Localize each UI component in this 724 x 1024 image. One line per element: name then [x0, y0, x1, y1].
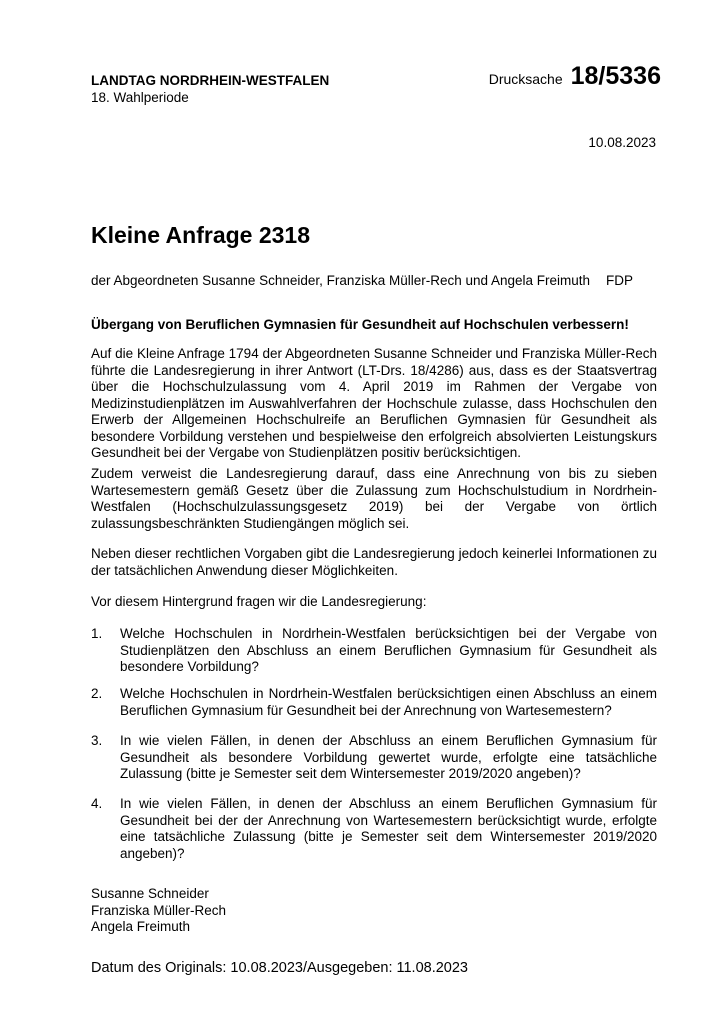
authors-line	[91, 273, 633, 288]
paragraph-intro: Auf die Kleine Anfrage 1794 der Abgeordneten Susanne Schneider und Franziska Müller-Rech führte die Landesregierung in ihrer Antwort (LT-Drs. 18/4286) aus, dass es der Staatsvertrag über die Hochschulzulassung vom 4. April 2019 im Rahmen der Vergabe von Medizinstudienplätzen im Auswahlverfahren der Hochschule zulasse, dass Hochschulen den Erwerb der Allgemeinen Hochschulreife an Beruflichen Gymnasien für Gesundheit als besondere Vorbildung verstehen und bespielweise den erfolgreich absolvierten Leistungskurs Gesundheit bei der Vergabe von Studienplätzen positiv berücksichtigen.	[91, 346, 657, 460]
election-period: 18. Wahlperiode	[91, 90, 189, 105]
signatory-name: Franziska Müller-Rech	[91, 902, 227, 918]
publication-dates-footer: Datum des Originals: 10.08.2023/Ausgegeben: 11.08.2023	[91, 960, 468, 976]
question-number: 3.	[91, 733, 103, 748]
question-number: 2.	[91, 686, 103, 701]
question-text: In wie vielen Fällen, in denen der Abschluss an einem Beruflichen Gymnasium für Gesundheit bei der der Anrechnung von Wartesemestern berücksichtigt wurde, erfolgte eine tatsächliche Zulassung (bitte je Semester seit dem Wintersemester 2019/2020 angeben)?	[120, 796, 657, 861]
subject-heading: Übergang von Beruflichen Gymnasien für Gesundheit auf Hochschulen verbessern!	[91, 317, 629, 332]
document-label: Drucksache	[488, 71, 563, 87]
paragraph-waiting-semesters: Zudem verweist die Landesregierung darauf, dass eine Anrechnung von bis zu sieben Wartesemestern gemäß Gesetz über die Zulassung zum Hochschulstudium in Nordrhein-Westfalen (Hochschulzulassungsgesetz 2019) bei der Vergabe von örtlich zulassungsbeschränkten Studiengängen möglich sei.	[91, 466, 657, 531]
document-date: 10.08.2023	[588, 135, 656, 150]
question-item	[91, 686, 657, 719]
document-number: 18/5336	[570, 62, 661, 90]
question-text: Welche Hochschulen in Nordrhein-Westfalen berücksichtigen einen Abschluss an einem Beruflichen Gymnasium für Gesundheit bei der Anrechnung von Wartesemestern?	[120, 686, 657, 718]
document-number-block	[489, 62, 661, 91]
question-item	[91, 626, 657, 676]
question-item	[91, 796, 657, 862]
header-institution-block	[91, 72, 329, 106]
party-label: FDP	[606, 273, 634, 288]
question-text: Welche Hochschulen in Nordrhein-Westfalen berücksichtigen bei der Vergabe von Studienplätzen den Abschluss an einem Beruflichen Gymnasium für Gesundheit als besondere Vorbildung?	[120, 626, 657, 674]
institution-name: LANDTAG NORDRHEIN-WESTFALEN	[91, 73, 330, 88]
paragraph-lack-of-information: Neben dieser rechtlichen Vorgaben gibt die Landesregierung jedoch keinerlei Informationen zu der tatsächlichen Anwendung dieser Möglichkeiten.	[91, 546, 657, 578]
question-number: 1.	[91, 626, 103, 641]
paragraph-question-intro: Vor diesem Hintergrund fragen wir die Landesregierung:	[91, 594, 427, 609]
signatory-name: Susanne Schneider	[91, 886, 209, 901]
page-title: Kleine Anfrage 2318	[91, 222, 311, 248]
question-number: 4.	[91, 796, 103, 811]
question-text: In wie vielen Fällen, in denen der Abschluss an einem Beruflichen Gymnasium für Gesundheit als besondere Vorbildung gewertet wurde, erfolgte eine tatsächliche Zulassung (bitte je Semester seit dem Wintersemester 2019/2020 angeben)?	[120, 733, 657, 781]
signatories-block	[91, 886, 226, 936]
question-item	[91, 733, 657, 783]
authors-names: der Abgeordneten Susanne Schneider, Franziska Müller-Rech und Angela Freimuth	[91, 273, 591, 288]
signatory-name: Angela Freimuth	[91, 919, 191, 934]
